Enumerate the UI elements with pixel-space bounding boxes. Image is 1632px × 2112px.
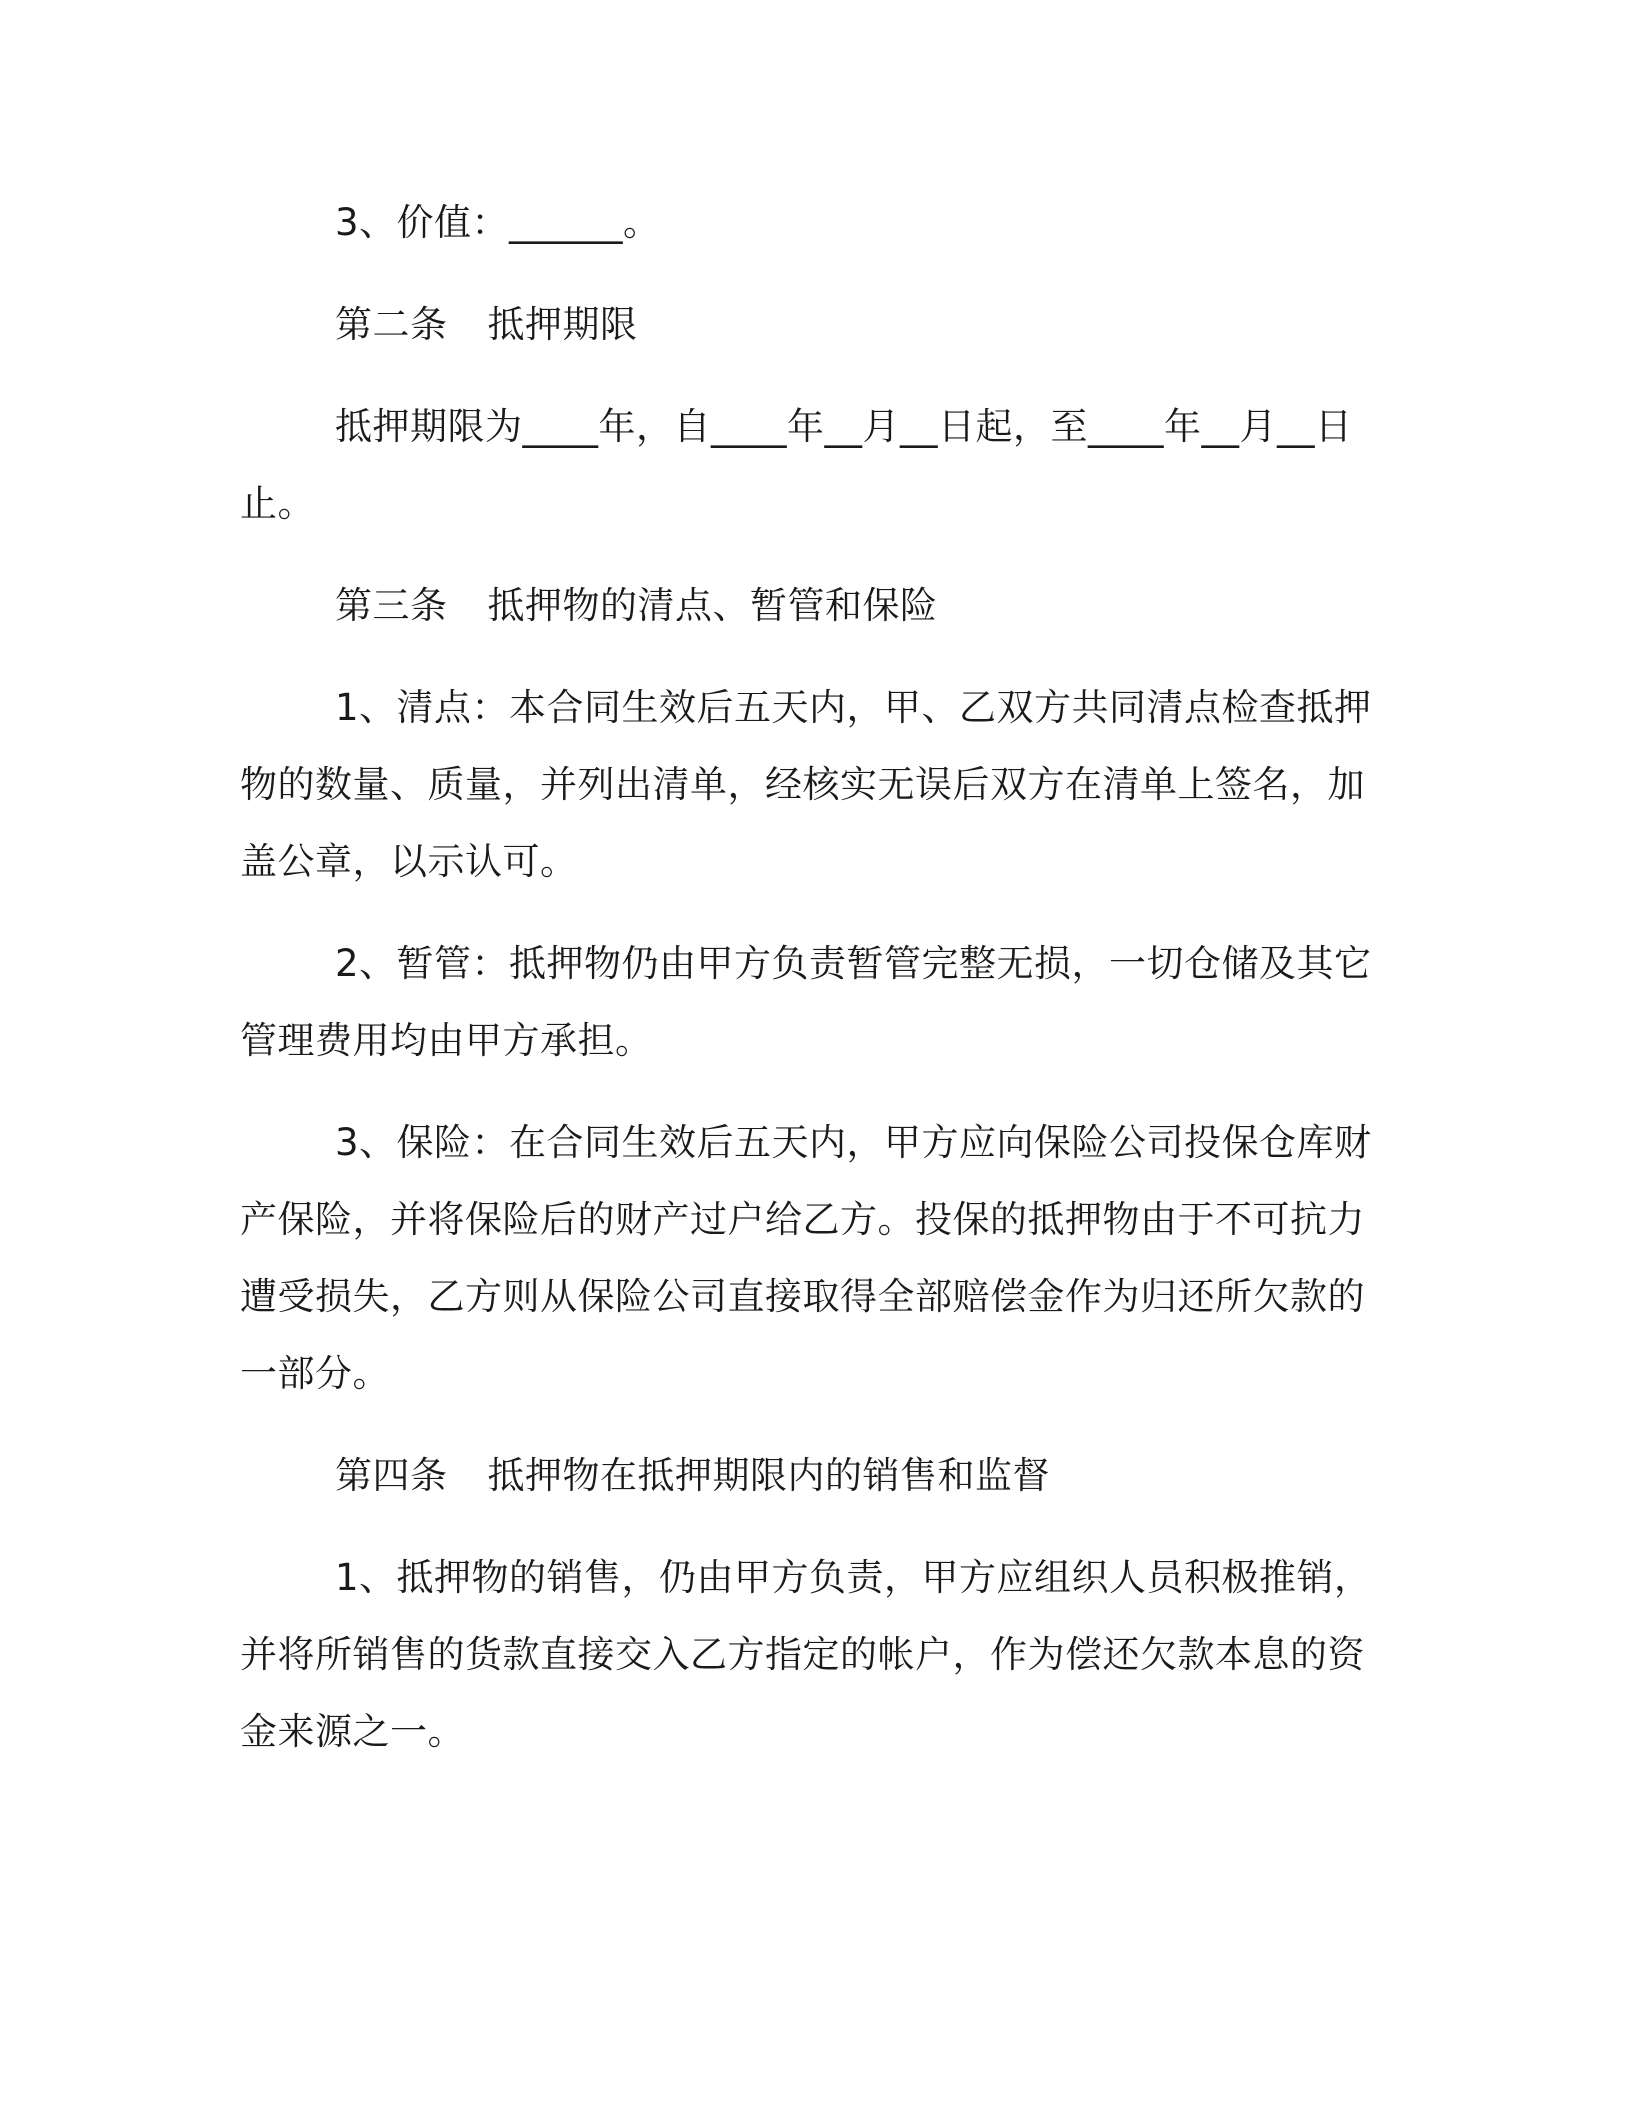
article-4-number: 第四条 [335,1454,448,1497]
article-4-item-1: 1、抵押物的销售，仍由甲方负责，甲方应组织人员积极推销，并将所销售的货款直接交入乙方指定的帐户，作为偿还欠款本息的资金来源之一。 [240,1556,1372,1753]
article-2-title: 抵押期限 [487,303,638,346]
article-4-title: 抵押物在抵押期限内的销售和监督 [487,1454,1050,1497]
article-3-title: 抵押物的清点、暂管和保险 [487,584,938,627]
article-3-item-2: 2、暂管：抵押物仍由甲方负责暂管完整无损，一切仓储及其它管理费用均由甲方承担。 [240,942,1372,1062]
article-3-item-3: 3、保险：在合同生效后五天内，甲方应向保险公司投保仓库财产保险，并将保险后的财产过户给乙方。投保的抵押物由于不可抗力遭受损失，乙方则从保险公司直接取得全部赔偿金作为归还所欠款的一部分。 [240,1121,1372,1395]
article-3-number: 第三条 [335,584,448,627]
article-2-term: 抵押期限为____年，自____年__月__日起，至____年__月__日止。 [240,405,1353,525]
article-3-item-1: 1、清点：本合同生效后五天内，甲、乙双方共同清点检查抵押物的数量、质量，并列出清单，经核实无误后双方在清单上签名，加盖公章，以示认可。 [240,686,1372,883]
article-2-number: 第二条 [335,303,448,346]
article-4-heading [240,1437,1380,1514]
article-2-heading [240,286,1380,363]
value-line: 3、价值：______。 [335,201,661,244]
document-body [240,184,1380,1795]
article-3-heading [240,567,1380,644]
